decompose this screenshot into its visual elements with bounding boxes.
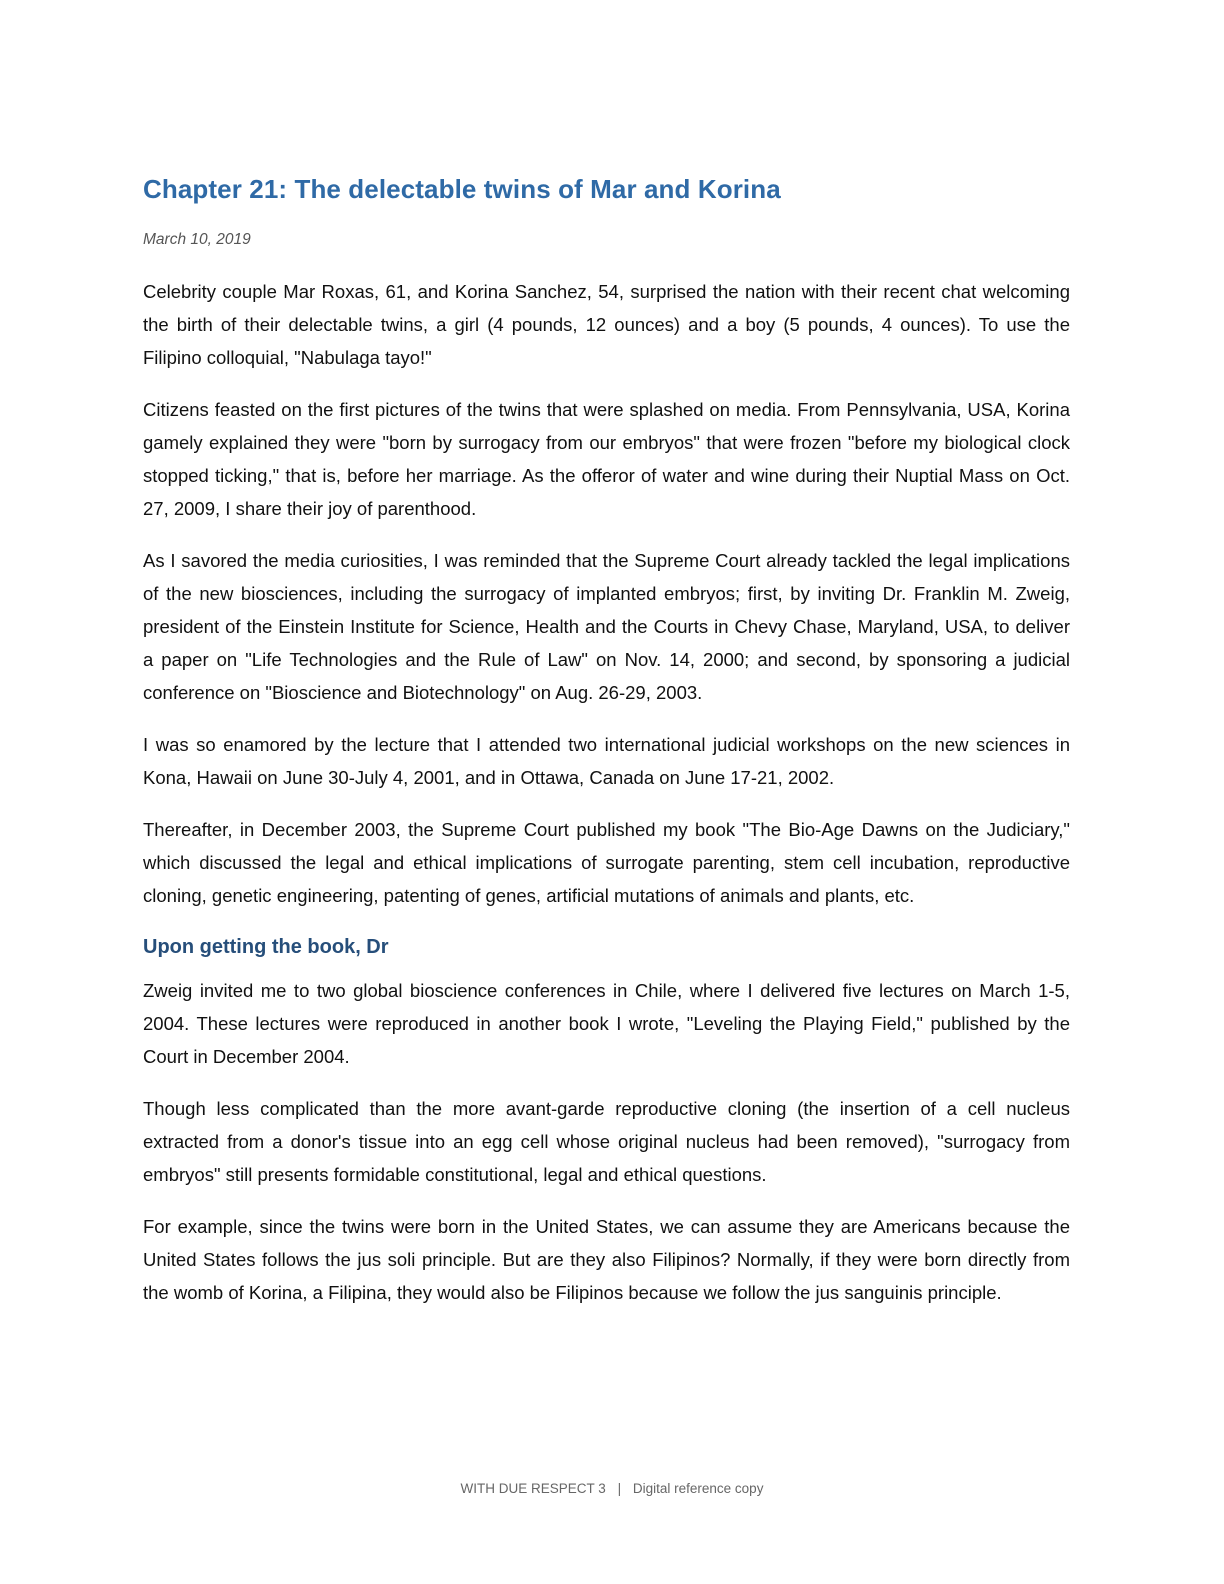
paragraph-2: Citizens feasted on the first pictures of the twins that were splashed on media. From Pennsylvania, USA, Korina gamely explained they were "born by surrogacy from our embryos" that were frozen "before my biological clock stopped ticking," that is, before her marriage. As the offeror of water and wine during their Nuptial Mass on Oct. 27, 2009, I share their joy of parenthood. [143,399,1070,519]
paragraph-1: Celebrity couple Mar Roxas, 61, and Korina Sanchez, 54, surprised the nation with their recent chat welcoming the birth of their delectable twins, a girl (4 pounds, 12 ounces) and a boy (5 pounds, 4 ounces). To use the Filipino colloquial, "Nabulaga tayo!" [143,281,1070,368]
footer-separator: | [617,1481,622,1496]
publication-date: March 10, 2019 [143,231,251,248]
page-footer [0,1479,1224,1499]
section-subheading: Upon getting the book, Dr [143,936,389,958]
paragraph-6: Zweig invited me to two global bioscience conferences in Chile, where I delivered five lectures on March 1-5, 2004. These lectures were reproduced in another book I wrote, "Leveling the Playing Field," published by the Court in December 2004. [143,980,1070,1067]
footer-copy-label: Digital reference copy [632,1481,764,1496]
paragraph-5: Thereafter, in December 2003, the Supreme Court published my book "The Bio-Age Dawns on the Judiciary," which discussed the legal and ethical implications of surrogate parenting, stem cell incubation, reproductive cloning, genetic engineering, patenting of genes, artificial mutations of animals and plants, etc. [143,819,1070,906]
paragraph-3: As I savored the media curiosities, I was reminded that the Supreme Court already tackled the legal implications of the new biosciences, including the surrogacy of implanted embryos; first, by inviting Dr. Franklin M. Zweig, president of the Einstein Institute for Science, Health and the Courts in Chevy Chase, Maryland, USA, to deliver a paper on "Life Technologies and the Rule of Law" on Nov. 14, 2000; and second, by sponsoring a judicial conference on "Bioscience and Biotechnology" on Aug. 26-29, 2003. [143,550,1070,703]
paragraph-4: I was so enamored by the lecture that I attended two international judicial workshops on the new sciences in Kona, Hawaii on June 30-July 4, 2001, and in Ottawa, Canada on June 17-21, 2002. [143,734,1070,788]
footer-page-label: WITH DUE RESPECT 3 [460,1481,606,1496]
paragraph-8: For example, since the twins were born in the United States, we can assume they are Americans because the United States follows the jus soli principle. But are they also Filipinos? Normally, if they were born directly from the womb of Korina, a Filipina, they would also be Filipinos because we follow the jus sanguinis principle. [143,1216,1070,1303]
document-page [143,170,1070,1309]
chapter-title: Chapter 21: The delectable twins of Mar and Korina [143,174,781,204]
paragraph-7: Though less complicated than the more avant-garde reproductive cloning (the insertion of a cell nucleus extracted from a donor's tissue into an egg cell whose original nucleus had been removed), "surrogacy from embryos" still presents formidable constitutional, legal and ethical questions. [143,1098,1070,1185]
